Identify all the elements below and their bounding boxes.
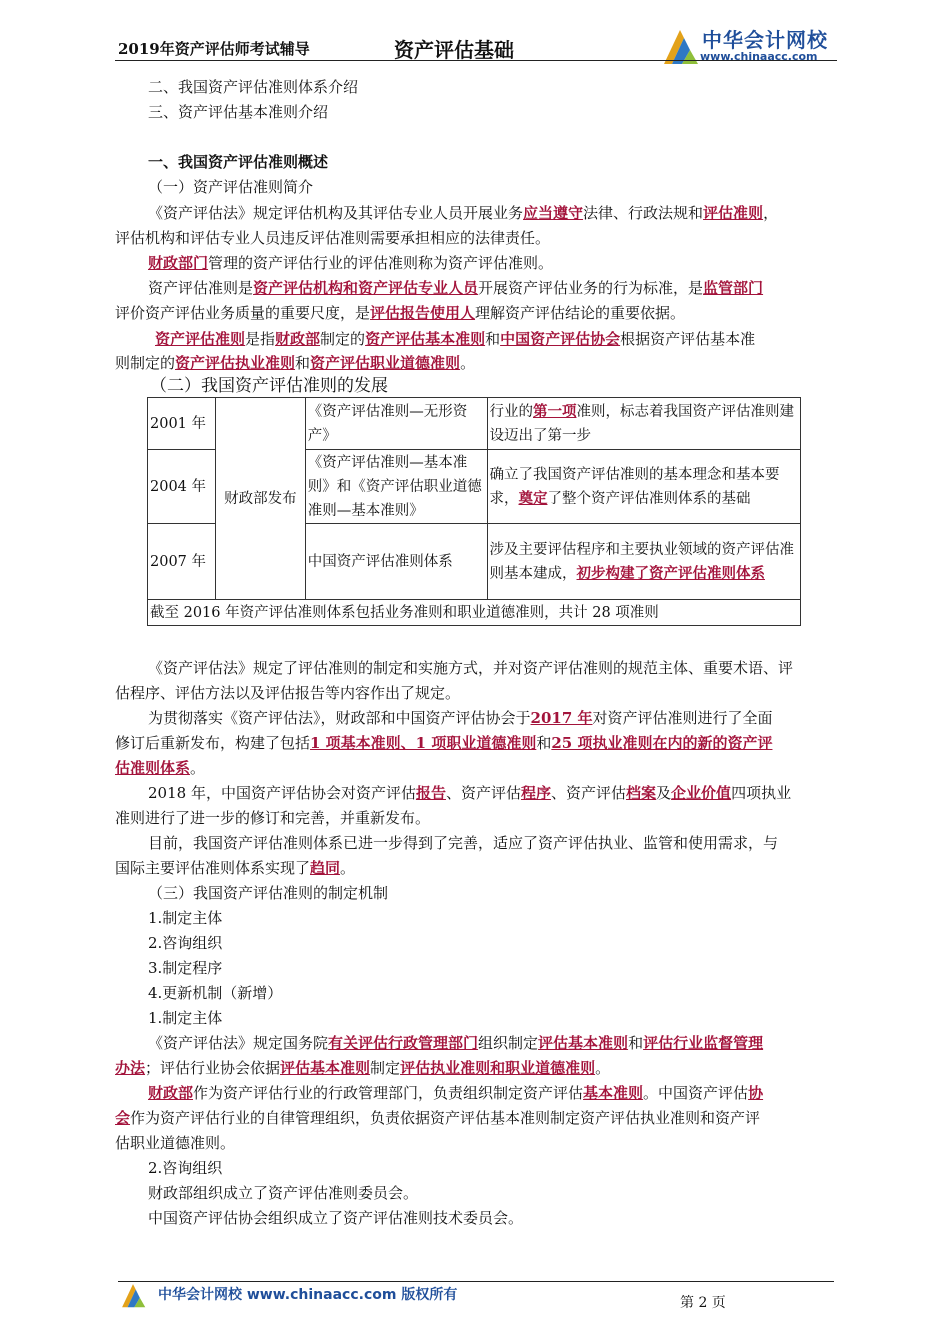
section-heading: 一、我国资产评估准则概述 xyxy=(148,153,329,171)
paragraph-line: 《资产评估法》规定了评估准则的制定和实施方式，并对资产评估准则的规范主体、重要术语、评 xyxy=(148,659,794,677)
list-item: 1.制定主体 xyxy=(148,909,223,927)
document-cell: 《资产评估准则—基本准则》和《资产评估职业道德准则—基本准则》 xyxy=(305,450,487,524)
header-subject-title: 资产评估基础 xyxy=(394,38,514,62)
paragraph-line: 估程序、评估方法以及评估报告等内容作出了规定。 xyxy=(115,684,461,702)
paragraph-line: 财政部作为资产评估行业的行政管理部门，负责组织制定资产评估基本准则。中国资产评估协 xyxy=(148,1084,764,1102)
paragraph-line: 估准则体系。 xyxy=(115,759,206,777)
description-cell: 确立了我国资产评估准则的基本理念和基本要求，奠定了整个资产评估准则体系的基础 xyxy=(487,450,801,524)
paragraph-line: 财政部门管理的资产评估行业的评估准则称为资产评估准则。 xyxy=(148,254,554,272)
year-cell: 2004 年 xyxy=(148,450,216,524)
table-row xyxy=(148,398,801,450)
subsection-heading: （二）我国资产评估准则的发展 xyxy=(150,376,388,396)
paragraph-line: 修订后重新发布，构建了包括1 项基本准则、1 项职业道德准则和25 项执业准则在内的新的资产评 xyxy=(115,734,773,752)
header-divider xyxy=(115,60,837,61)
logo-name: 中华会计网校 xyxy=(702,28,828,52)
paragraph-line: 国际主要评估准则体系实现了趋同。 xyxy=(115,859,356,877)
paragraph-line: 目前，我国资产评估准则体系已进一步得到了完善，适应了资产评估执业、监管和使用需求，与 xyxy=(148,834,779,852)
toc-item: 三、资产评估基本准则介绍 xyxy=(148,103,329,121)
chinaacc-logo-icon xyxy=(118,1280,148,1310)
description-cell: 涉及主要评估程序和主要执业领域的资产评估准则基本建成，初步构建了资产评估准则体系 xyxy=(487,524,801,600)
paragraph-line: 评价资产评估业务质量的重要尺度，是评估报告使用人理解资产评估结论的重要依据。 xyxy=(115,304,686,322)
paragraph-line: 《资产评估法》规定国务院有关评估行政管理部门组织制定评估基本准则和评估行业监督管理 xyxy=(148,1034,764,1052)
paragraph-line: 资产评估准则是指财政部制定的资产评估基本准则和中国资产评估协会根据资产评估基本准 xyxy=(155,330,756,348)
list-item: 3.制定程序 xyxy=(148,959,223,977)
brand-logo[interactable] xyxy=(660,24,840,68)
publisher-cell: 财政部发布 xyxy=(215,398,305,600)
page-number: 第 2 页 xyxy=(680,1295,726,1311)
footer-copyright[interactable]: 中华会计网校 www.chinaacc.com 版权所有 xyxy=(158,1287,458,1303)
toc-item: 二、我国资产评估准则体系介绍 xyxy=(148,78,359,96)
table-footer-cell: 截至 2016 年资产评估准则体系包括业务准则和职业道德准则，共计 28 项准则 xyxy=(148,600,801,626)
subsection-heading: （三）我国资产评估准则的制定机制 xyxy=(148,884,389,902)
paragraph-line: 则制定的资产评估执业准则和资产评估职业道德准则。 xyxy=(115,354,476,372)
paragraph-line: 中国资产评估协会组织成立了资产评估准则技术委员会。 xyxy=(148,1209,524,1227)
list-item: 2.咨询组织 xyxy=(148,934,223,952)
document-cell: 中国资产评估准则体系 xyxy=(305,524,487,600)
list-item: 2.咨询组织 xyxy=(148,1159,223,1177)
standards-development-table xyxy=(147,397,801,626)
year-cell: 2007 年 xyxy=(148,524,216,600)
paragraph-line: 办法；评估行业协会依据评估基本准则制定评估执业准则和职业道德准则。 xyxy=(115,1059,611,1077)
paragraph-line: 会作为资产评估行业的自律管理组织，负责依据资产评估基本准则制定资产评估执业准则和资产评 xyxy=(115,1109,761,1127)
table-footer-row xyxy=(148,600,801,626)
paragraph-line: 资产评估准则是资产评估机构和资产评估专业人员开展资产评估业务的行为标准，是监管部门 xyxy=(148,279,764,297)
paragraph-line: 2018 年，中国资产评估协会对资产评估报告、资产评估程序、资产评估档案及企业价值四项执业 xyxy=(148,784,792,802)
header-course-label: 2019年资产评估师考试辅导 xyxy=(118,40,310,58)
subsection-heading: （一）资产评估准则简介 xyxy=(148,178,314,196)
paragraph-line: 为贯彻落实《资产评估法》，财政部和中国资产评估协会于2017 年对资产评估准则进行了全面 xyxy=(148,709,773,727)
footer-divider xyxy=(118,1281,834,1282)
paragraph-line: 评估机构和评估专业人员违反评估准则需要承担相应的法律责任。 xyxy=(115,229,551,247)
list-item: 4.更新机制（新增） xyxy=(148,984,283,1002)
logo-url[interactable]: www.chinaacc.com xyxy=(700,50,818,63)
year-cell: 2001 年 xyxy=(148,398,216,450)
document-cell: 《资产评估准则—无形资产》 xyxy=(305,398,487,450)
paragraph-line: 估职业道德准则。 xyxy=(115,1134,236,1152)
list-item: 1.制定主体 xyxy=(148,1009,223,1027)
paragraph-line: 准则进行了进一步的修订和完善，并重新发布。 xyxy=(115,809,431,827)
chinaacc-logo-icon xyxy=(660,24,700,68)
paragraph-line: 财政部组织成立了资产评估准则委员会。 xyxy=(148,1184,419,1202)
description-cell: 行业的第一项准则，标志着我国资产评估准则建设迈出了第一步 xyxy=(487,398,801,450)
paragraph-line: 《资产评估法》规定评估机构及其评估专业人员开展业务应当遵守法律、行政法规和评估准则， xyxy=(148,204,779,222)
